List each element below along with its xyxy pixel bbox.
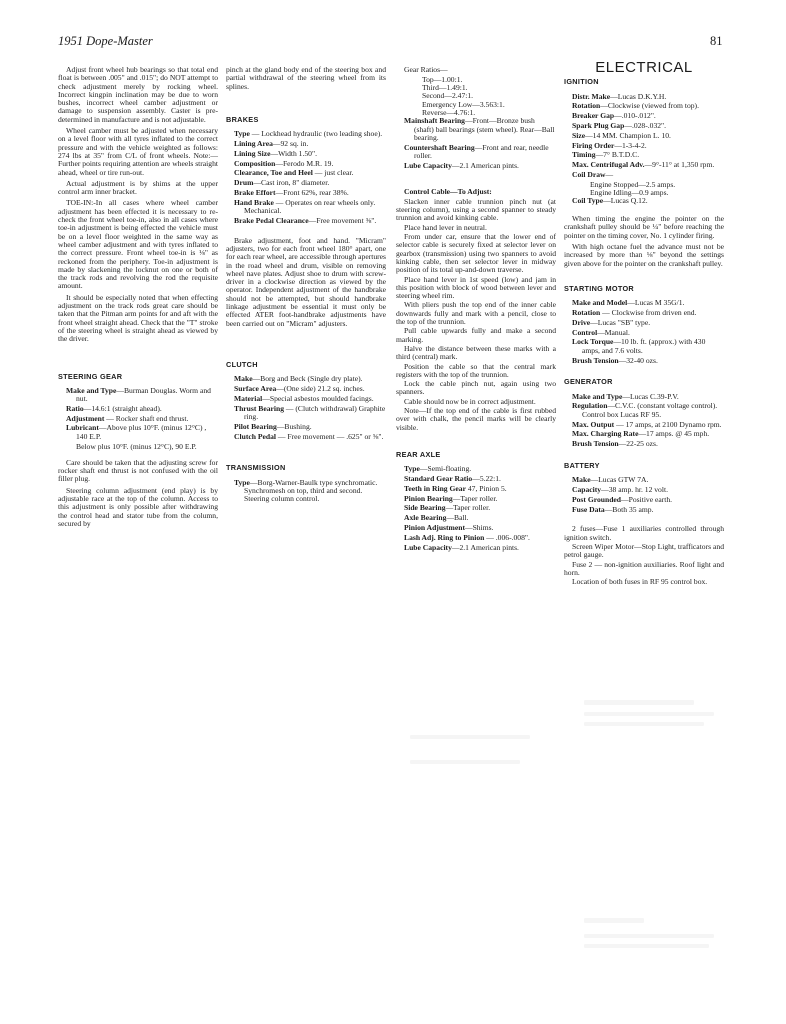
spec-item [226, 385, 386, 393]
spec-label: Ratio [66, 403, 84, 413]
spec-value: —Front 62%, rear 38%. [275, 187, 349, 197]
spec-item [564, 299, 724, 307]
body-paragraph: Screen Wiper Motor—Stop Light, trafficators and petrol gauge. [564, 541, 724, 560]
body-paragraph: Actual adjustment is by shims at the upper control arm inner bracket. [58, 178, 218, 197]
spec-label: Type [234, 477, 250, 487]
spec-value: —Lucas M 35G/1. [627, 298, 685, 308]
spec-label: Lube Capacity [404, 160, 452, 170]
spec-value: —Ferodo M.R. 19. [275, 158, 334, 168]
spec-label: Type [404, 464, 420, 474]
spec-value: — 17 amps, at 2100 Dynamo rpm. [614, 419, 722, 429]
spec-item [396, 485, 556, 493]
column-1 [58, 66, 218, 531]
gear-ratio-line: Third—1.49:1. [422, 83, 468, 93]
body-paragraph: Care should be taken that the adjusting screw for rocker shaft end thrust is not confused with the oil filler plug. [58, 457, 218, 484]
spec-label: Post Grounded [572, 494, 622, 504]
spec-value: —(One side) 21.2 sq. inches. [276, 384, 365, 394]
spec-label: Brush Tension [572, 355, 619, 365]
spec-value: — [605, 169, 614, 179]
spec-item [396, 544, 556, 552]
spec-label: Teeth in Ring Gear [404, 483, 466, 493]
spec-value: — Clockwise from driven end. [600, 308, 697, 318]
spec-value: —.028-.032". [624, 120, 667, 130]
spec-value: —Above plus 10°F. (minus 12°C) , 140 E.P. [76, 423, 207, 441]
spec-value: —Both 35 amp. [604, 504, 654, 514]
spec-item [564, 357, 724, 365]
show-through-smudge [584, 934, 714, 938]
spec-label: Coil Type [572, 196, 604, 206]
spec-item [226, 479, 386, 504]
spec-value: —Semi-floating. [419, 464, 472, 474]
spec-item [564, 496, 724, 504]
spec-value: — Operates on rear wheels only. Mechanical. [244, 197, 376, 216]
spec-label: Pinion Adjustment [404, 522, 465, 532]
spec-value: — Free movement — .625" or ⅝". [275, 431, 384, 441]
spec-label: Coil Draw [572, 169, 606, 179]
spec-value: — just clear. [312, 168, 354, 178]
show-through-smudge [584, 712, 714, 716]
spec-item [564, 421, 724, 429]
section-heading-brakes: BRAKES [226, 114, 259, 124]
spec-value: —Lucas C.39-P.V. [622, 391, 679, 401]
section-heading-rear-axle: REAR AXLE [396, 449, 441, 459]
spec-label: Lock Torque [572, 337, 614, 347]
spec-value: —1-3-4-2. [614, 140, 647, 150]
spec-label: Firing Order [572, 140, 615, 150]
spec-item [396, 534, 556, 542]
spec-item [564, 132, 724, 140]
body-paragraph: 2 fuses—Fuse 1 auxiliaries controlled through ignition switch. [564, 524, 724, 542]
spec-item [564, 309, 724, 317]
coil-draw-line: Engine Idling—0.9 amps. [590, 188, 669, 198]
body-paragraph: Pull cable upwards fully and make a second marking. [396, 326, 556, 344]
section-heading-steering-gear: STEERING GEAR [58, 371, 123, 381]
spec-value: —.010-.012". [614, 111, 656, 121]
body-paragraph: Adjust front wheel hub bearings so that total end float is between .005" and .015"; do NOT attempt to check adjustment merely by rocking wheel. Incorrect kingpin inclination may be due to worn bushes, incorrect wheel camber adjustment or damage to suspension assembly. Caster is pre-determined in manufacture and is not adjustable. [58, 65, 218, 124]
spec-label: Clutch Pedal [234, 431, 276, 441]
spec-label: Pinion Bearing [404, 493, 453, 503]
spec-label: Control [572, 327, 598, 337]
page-number: 81 [710, 34, 723, 48]
body-paragraph: With high octane fuel the advance must not be increased by more than ⅛" beyond the settings given above for the pointer on the crankshaft pulley. [564, 242, 724, 268]
spec-item [226, 405, 386, 422]
spec-label: Brush Tension [572, 439, 619, 449]
spec-item [564, 122, 724, 130]
spec-value: —5.22:1. [472, 473, 501, 483]
electrical-title: ELECTRICAL [595, 59, 693, 76]
spec-item [396, 117, 556, 142]
spec-label: Axle Bearing [404, 513, 447, 523]
spec-item [564, 430, 724, 438]
spec-item [226, 423, 386, 431]
spec-value: —Shims. [464, 522, 494, 532]
spec-value: —92 sq. in. [272, 138, 309, 148]
spec-label: Hand Brake [234, 197, 274, 207]
spec-value: — .006-.008". [484, 532, 530, 542]
spec-label: Mainshaft Bearing [404, 116, 465, 126]
spec-value: —22-25 ozs. [618, 439, 658, 449]
spec-item [396, 475, 556, 483]
spec-item [226, 140, 386, 148]
spec-subline: Below plus 10°F. (minus 12°C), 90 E.P. [76, 441, 197, 451]
body-paragraph: Note—If the top end of the cable is first rubbed over with chalk, the pencil marks will be clearly visible. [396, 405, 556, 432]
show-through-smudge [410, 760, 520, 764]
spec-value: —17 amps. @ 45 mph. [638, 429, 710, 439]
spec-item [58, 415, 218, 423]
body-paragraph: When timing the engine the pointer on the crankshaft pulley should be ¼" before reaching the pointer on the timing cover, No. 1 cylinder firing. [564, 214, 724, 240]
spec-label: Lash Adj. Ring to Pinion [404, 532, 485, 542]
spec-label: Make [572, 475, 591, 485]
body-paragraph: Cable should now be in correct adjustment. [404, 396, 536, 406]
spec-value: —Front and rear, needle roller. [414, 142, 549, 160]
spec-item [396, 504, 556, 512]
body-paragraph: Fuse 2 — non-ignition auxiliaries. Roof light and horn. [564, 559, 724, 577]
spec-label: Drum [234, 178, 254, 188]
spec-label: Clearance, Toe and Heel [234, 168, 313, 178]
spec-value: —38 amp. hr. 12 volt. [601, 484, 668, 494]
spec-value: —Borg-Warner-Baulk type synchromatic. Synchromesh on top, third and second. Steering column control. [244, 477, 378, 504]
show-through-smudge [584, 918, 644, 923]
spec-label: Max. Centrifugal Adv. [572, 160, 645, 170]
body-paragraph: Slacken inner cable trunnion pinch nut (at steering column), using a second spanner to steady trunnion and avoid kinking cable. [396, 196, 556, 223]
gear-ratio-line: Reverse—4.76:1. [422, 107, 476, 117]
spec-value: —Burman Douglas. Worm and nut. [76, 385, 211, 404]
spec-label: Lining Area [234, 138, 273, 148]
spec-label: Type [234, 129, 250, 139]
spec-label: Fuse Data [572, 504, 605, 514]
spec-value: —Special asbestos moulded facings. [262, 393, 374, 403]
section-heading-transmission: TRANSMISSION [226, 463, 286, 473]
column-3 [396, 66, 556, 553]
spec-label: Lubricant [66, 423, 99, 433]
spec-item [226, 395, 386, 403]
spec-label: Make [234, 374, 253, 384]
spec-label: Max. Charging Rate [572, 429, 639, 439]
spec-label: Regulation [572, 401, 608, 411]
spec-label: Composition [234, 158, 276, 168]
spec-item [564, 319, 724, 327]
spec-value: —Width 1.50". [270, 148, 317, 158]
body-paragraph: Place hand lever in 1st speed (low) and jam in this position with block of wood between lever and steering wheel rim. [396, 274, 556, 301]
section-heading-starting-motor: STARTING MOTOR [564, 283, 635, 293]
spec-label: Size [572, 130, 586, 140]
spec-item [564, 151, 724, 159]
running-title: 1951 Dope-Master [58, 34, 153, 48]
spec-value: —Front—Bronze bush (shaft) ball bearings (stem wheel). Rear—Ball bearing. [414, 116, 555, 142]
section-heading-ignition: IGNITION [564, 77, 599, 87]
spec-item [564, 112, 724, 120]
spec-value: 47, Pinion 5. [465, 483, 507, 493]
body-paragraph: Location of both fuses in RF 95 control box. [572, 577, 708, 587]
body-paragraph: Wheel camber must be adjusted when necessary on a level floor with all tyres inflated to the correct pressure and with the vehicle weighted as follows: 274 lbs at 35" from C/L of front wheels. Note:—Further points requiring attention are wheels straight ahead, wheel or tire run-out. [58, 126, 218, 177]
column-4 [564, 59, 724, 587]
spec-label: Make and Type [572, 391, 623, 401]
show-through-smudge [410, 735, 530, 739]
spec-label: Distr. Make [572, 91, 611, 101]
spec-item [58, 405, 218, 413]
spec-item [226, 217, 386, 225]
spec-label: Brake Pedal Clearance [234, 215, 309, 225]
spec-value: —Lucas GTW 7A. [590, 475, 649, 485]
section-heading-clutch: CLUTCH [226, 359, 258, 369]
spec-label: Pilot Bearing [234, 421, 277, 431]
spec-item [564, 486, 724, 494]
spec-value: —Borg and Beck (Single dry plate). [252, 374, 363, 384]
spec-item [564, 476, 724, 484]
gear-ratios-label: Gear Ratios— [404, 65, 448, 74]
body-paragraph: Place hand lever in neutral. [404, 222, 487, 232]
spec-item [396, 495, 556, 503]
spec-value: —14 MM. Champion L. 10. [585, 130, 671, 140]
spec-label: Make and Model [572, 298, 628, 308]
spec-item [564, 102, 724, 110]
body-paragraph: Halve the distance between these marks with a third (central) mark. [396, 343, 556, 362]
spec-item [564, 440, 724, 448]
spec-label: Max. Output [572, 419, 615, 429]
spec-label: Spark Plug Gap [572, 120, 625, 130]
spec-item [396, 514, 556, 522]
spec-label: Adjustment [66, 413, 105, 423]
spec-value: —Clockwise (viewed from top). [600, 101, 699, 111]
spec-value: —2.1 American pints. [451, 160, 519, 170]
spec-value: —Lucas "SB" type. [590, 317, 651, 327]
spec-value: —Taper roller. [452, 493, 498, 503]
spec-label: Rotation [572, 308, 601, 318]
spec-item [396, 465, 556, 473]
spec-item [226, 169, 386, 177]
spec-value: —Free movement ⅜". [308, 215, 377, 225]
spec-item [564, 338, 724, 355]
spec-label: Countershaft Bearing [404, 142, 475, 152]
spec-value: —Bushing. [276, 421, 312, 431]
spec-label: Timing [572, 150, 596, 160]
gear-ratio-line: Emergency Low—3.563:1. [422, 99, 505, 109]
spec-item [396, 162, 556, 170]
spec-label: Make and Type [66, 385, 117, 395]
spec-value: — Rocker shaft end thrust. [104, 413, 189, 423]
spec-value: —Positive earth. [621, 494, 673, 504]
spec-label: Rotation [572, 101, 601, 111]
body-paragraph: pinch at the gland body end of the steering box and partial withdrawal of the steering wheel from its splines. [226, 65, 386, 91]
spec-item [226, 179, 386, 187]
spec-value: —10 lb. ft. (approx.) with 430 amps, and 7.6 volts. [582, 337, 706, 355]
spec-label: Standard Gear Ratio [404, 473, 473, 483]
spec-value: —Lucas Q.12. [603, 196, 648, 206]
coil-draw-line: Engine Stopped—2.5 amps. [590, 179, 676, 189]
spec-item [564, 171, 724, 179]
section-heading-battery: BATTERY [564, 460, 600, 470]
spec-item [564, 329, 724, 337]
spec-label: Brake Effort [234, 187, 276, 197]
gear-ratio-line: Second—2.47:1. [422, 91, 474, 101]
body-paragraph: With pliers push the top end of the inner cable downwards fully and mark with a pencil, close to the top of the trunnion. [396, 300, 556, 327]
body-paragraph: TOE-IN:-In all cases where wheel camber adjustment has been effected it is necessary to re-check the front wheel toe-in, also in all cases where toe-in adjustment is being effected the vehicle must be on a level floor weighted in the same way as wheel camber adjustment and with tyres inflated to the correct pressure. Front wheel toe-in is ⅛" as reckoned from the periphery. Toe-in adjustment is made by slackening the locknut on one or both of the track rods and revolving the rod the requisite amount. [58, 198, 218, 291]
spec-value: —Cast iron, 8" diameter. [253, 178, 330, 188]
spec-value: —2.1 American pints. [451, 542, 519, 552]
body-paragraph: It should be especially noted that when effecting adjustment on the track rods great care should be taken that the Pitman arm points for and aft with the front wheel straight ahead. Check that the "T" stroke of the steering wheel is straight ahead as viewed by the driver. [58, 292, 218, 344]
spec-item [226, 433, 386, 441]
spec-item [396, 524, 556, 532]
spec-value: —C.V.C. (constant voltage control). Control box Lucas RF 95. [582, 401, 718, 419]
spec-label: Lube Capacity [404, 542, 452, 552]
body-paragraph: Lock the cable pinch nut, again using two spanners. [396, 379, 556, 397]
gear-ratio-line: Top—1.00:1. [422, 74, 463, 84]
spec-item [564, 393, 724, 401]
spec-value: —Ball. [446, 513, 469, 523]
spec-item [226, 189, 386, 197]
body-paragraph: From under car, ensure that the lower end of selector cable is securely fixed at selector lever on gearbox (transmission) using two spanners to avoid kinking cable, then set selector lever in midway position of its total up-and-down traverse. [396, 232, 556, 275]
spec-value: —Taper roller. [445, 503, 491, 513]
spec-label: Side Bearing [404, 503, 446, 513]
spec-item [58, 424, 218, 441]
body-paragraph: Position the cable so that the central mark registers with the top of the trunnion. [396, 361, 556, 379]
spec-label: Lining Size [234, 148, 271, 158]
column-2 [226, 66, 386, 505]
spec-value: —Lucas D.K.Y.H. [610, 91, 667, 101]
spec-value: —32-40 ozs. [618, 355, 658, 365]
body-paragraph: Brake adjustment, foot and hand. "Micram" adjusters, two for each front wheel 180° apart, one for each rear wheel, are accessible through apertures in the road wheel and drum, visible on removing wheel nave plates. Adjust shoe to drum with screw-driver in a clockwise direction as viewed by the operator. Independent adjustment of the handbrake should not be attempted, but should handbrake linkage adjustment be essential it must only be effected ATER foot-handbrake adjustments have been carried out on "Micram" adjusters. [226, 235, 386, 328]
spec-item [226, 160, 386, 168]
spec-label: Material [234, 393, 263, 403]
spec-item [564, 197, 724, 205]
spec-item [564, 402, 724, 419]
spec-value: —14.6:1 (straight ahead). [83, 403, 162, 413]
spec-label: Capacity [572, 484, 602, 494]
section-heading-generator: GENERATOR [564, 377, 613, 387]
show-through-smudge [584, 700, 694, 705]
spec-item [226, 199, 386, 216]
spec-value: —Manual. [597, 327, 630, 337]
spec-item [564, 93, 724, 101]
spec-value: — Lockhead hydraulic (two leading shoe). [249, 129, 383, 139]
spec-item [564, 142, 724, 150]
spec-item [226, 375, 386, 383]
spec-item [226, 130, 386, 138]
spec-item [396, 144, 556, 161]
show-through-smudge [584, 944, 709, 948]
spec-value: —9°-11° at 1,350 rpm. [644, 160, 715, 170]
spec-label: Breaker Gap [572, 111, 615, 121]
spec-item [564, 161, 724, 169]
spec-item [226, 150, 386, 158]
subheading-control-cable: Control Cable—To Adjust: [404, 186, 492, 196]
body-paragraph: Steering column adjustment (end play) is by adjustable race at the top of the column. Access to this adjustment is only possible after withdrawing the control head and stator tube from the column, secured by [58, 485, 218, 528]
spec-label: Thrust Bearing [234, 403, 284, 413]
spec-label: Drive [572, 317, 591, 327]
spec-value: —7° B.T.D.C. [595, 150, 640, 160]
spec-item [58, 387, 218, 404]
show-through-smudge [584, 722, 704, 726]
spec-item [564, 506, 724, 514]
spec-value: — (Clutch withdrawal) Graphite ring. [244, 403, 386, 421]
spec-label: Surface Area [234, 384, 277, 394]
